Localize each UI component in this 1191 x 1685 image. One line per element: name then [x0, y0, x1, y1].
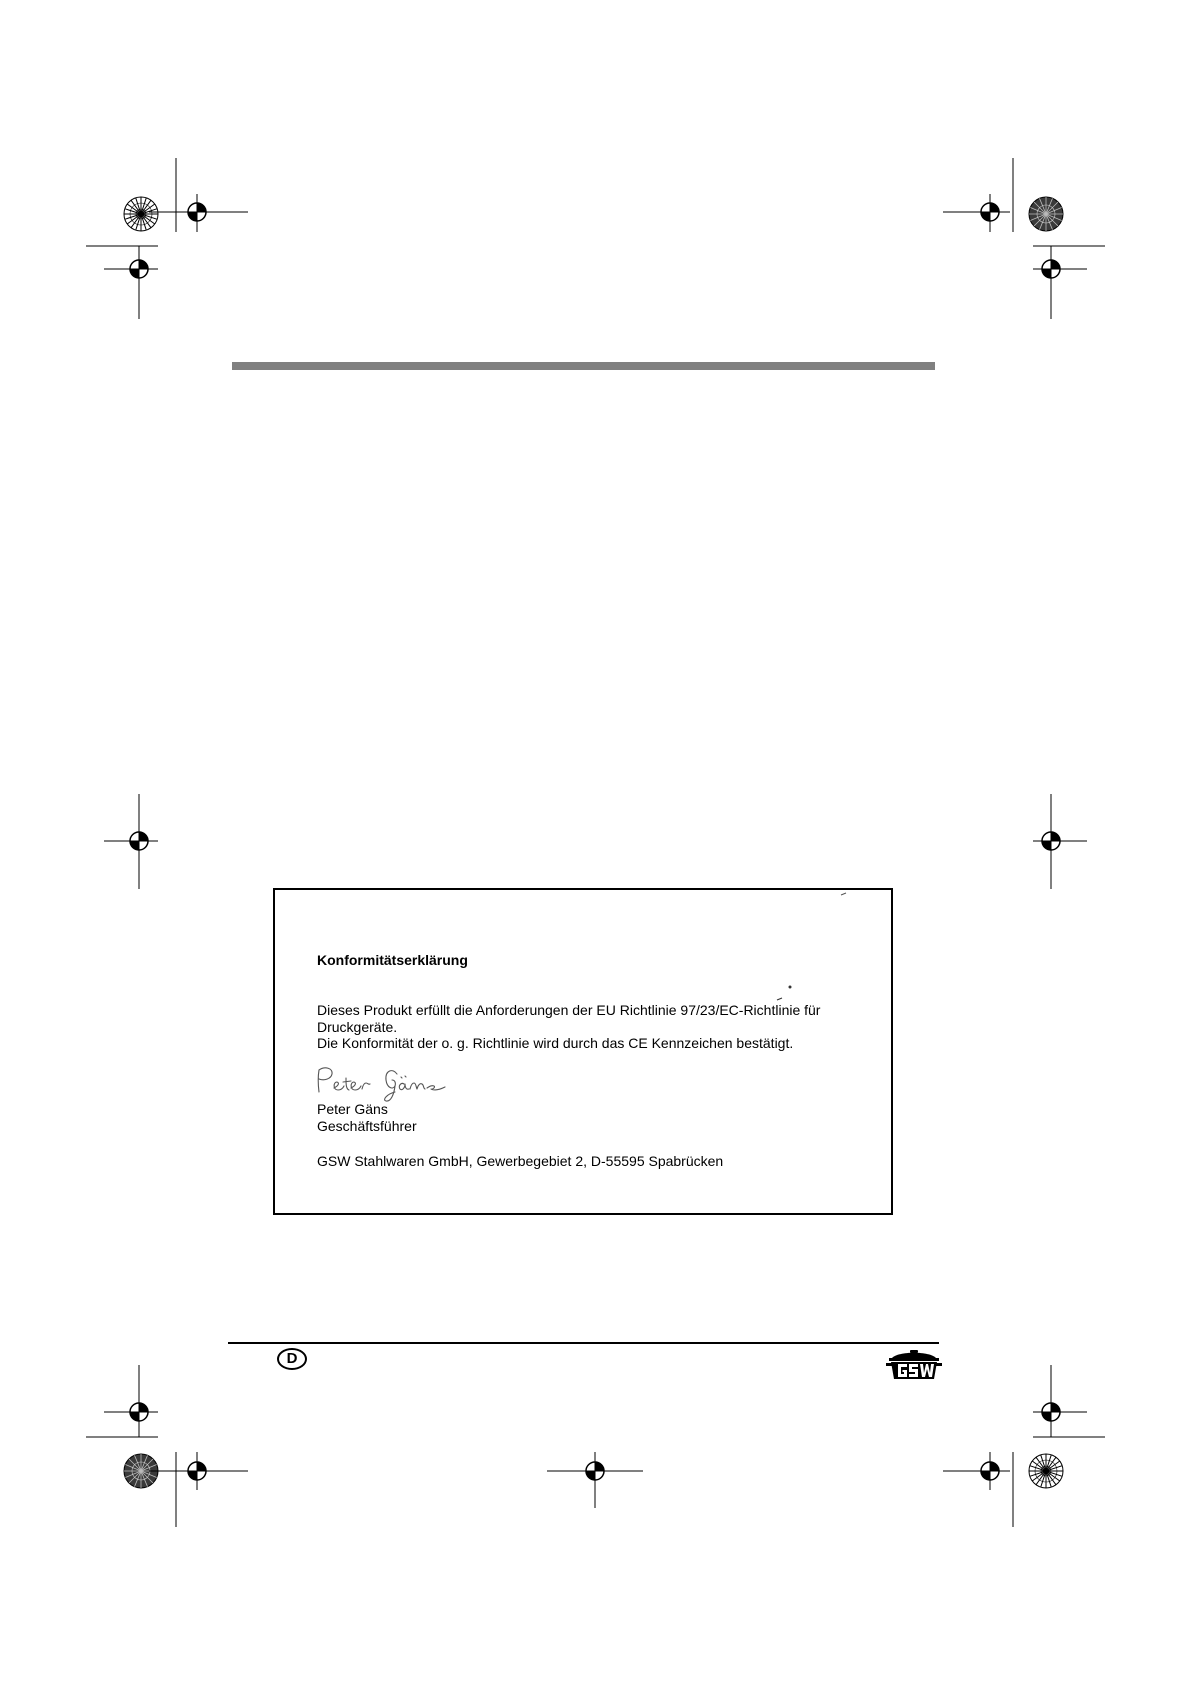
handwritten-signature: [315, 1062, 449, 1104]
gsw-logo: [886, 1349, 942, 1381]
registration-mark-bottom-right-b: [943, 1452, 1010, 1490]
declaration-text-line-2: Druckgeräte.: [317, 1019, 398, 1035]
signatory-name: Peter Gäns: [317, 1101, 388, 1117]
registration-mark-top-right-a: [943, 194, 1010, 232]
country-code-badge: D: [277, 1348, 307, 1370]
color-wheel-top-right: [1029, 197, 1063, 231]
registration-mark-bottom-right-a: [1033, 1365, 1087, 1437]
registration-mark-bottom-left-a: [104, 1365, 158, 1437]
declaration-title: Konformitätserklärung: [317, 952, 468, 968]
company-address: GSW Stahlwaren GmbH, Gewerbegebiet 2, D-55595 Spabrücken: [317, 1153, 724, 1169]
declaration-text-line-3: Die Konformität der o. g. Richtlinie wird durch das CE Kennzeichen bestätigt.: [317, 1035, 794, 1051]
registration-mark-bottom-left-b: [149, 1452, 248, 1490]
color-wheel-top-left: [124, 197, 158, 231]
signatory-role: Geschäftsführer: [317, 1118, 417, 1134]
scan-speck: [775, 984, 795, 1004]
registration-mark-bottom-center: [547, 1452, 643, 1508]
scan-speck: [840, 891, 848, 897]
conformity-declaration-box: [273, 888, 893, 1215]
declaration-text-line-1: Dieses Produkt erfüllt die Anforderungen der EU Richtlinie 97/23/EC-Richtlinie für: [317, 1002, 821, 1018]
registration-mark-middle-left: [104, 794, 158, 889]
registration-mark-top-left-b: [104, 246, 158, 319]
registration-mark-top-left-a: [149, 194, 248, 232]
color-wheel-bottom-right: [1029, 1454, 1063, 1488]
registration-mark-middle-right: [1033, 794, 1087, 889]
footer-rule: [228, 1342, 939, 1344]
registration-mark-top-right-b: [1033, 246, 1087, 319]
